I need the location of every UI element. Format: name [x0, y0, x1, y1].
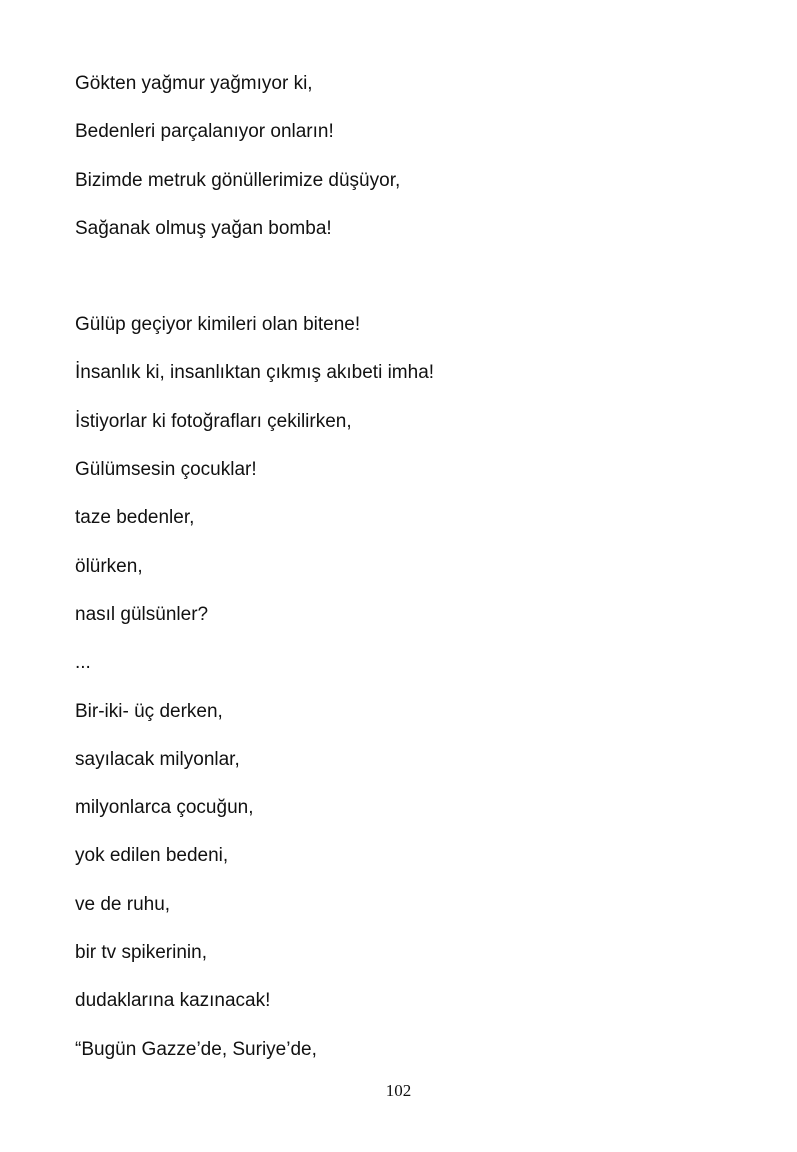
- poem-line: bir tv spikerinin,: [75, 942, 207, 964]
- poem-line: Gökten yağmur yağmıyor ki,: [75, 73, 313, 94]
- poem-line: Bedenleri parçalanıyor onların!: [75, 121, 334, 143]
- poem-line: İstiyorlar ki fotoğrafları çekilirken,: [75, 410, 352, 432]
- poem-line: İnsanlık ki, insanlıktan çıkmış akıbeti imha!: [75, 362, 435, 384]
- poem-line: sayılacak milyonlar,: [75, 748, 240, 770]
- poem-line: “Bugün Gazze’de, Suriye’de,: [75, 1038, 317, 1060]
- poem: [75, 70, 434, 1084]
- poem-line: ölürken,: [75, 555, 143, 577]
- poem-line: nasıl gülsünler?: [75, 603, 209, 625]
- poem-line: Gülümsesin çocuklar!: [75, 459, 257, 481]
- stanza-1: [75, 70, 434, 263]
- poem-line: taze bedenler,: [75, 507, 195, 529]
- poem-line: Gülüp geçiyor kimileri olan bitene!: [75, 314, 361, 336]
- poem-line: ve de ruhu,: [75, 893, 171, 915]
- poem-line: ...: [75, 652, 91, 674]
- poem-line: Sağanak olmuş yağan bomba!: [75, 217, 332, 239]
- page-number: 102: [385, 1081, 412, 1100]
- poem-line: Bir-iki- üç derken,: [75, 700, 223, 722]
- poem-line: yok edilen bedeni,: [75, 845, 229, 867]
- stanza-2: [75, 311, 434, 1084]
- poem-line: milyonlarca çocuğun,: [75, 797, 254, 819]
- poem-line: dudaklarına kazınacak!: [75, 990, 271, 1012]
- poem-line: Bizimde metruk gönüllerimize düşüyor,: [75, 169, 401, 191]
